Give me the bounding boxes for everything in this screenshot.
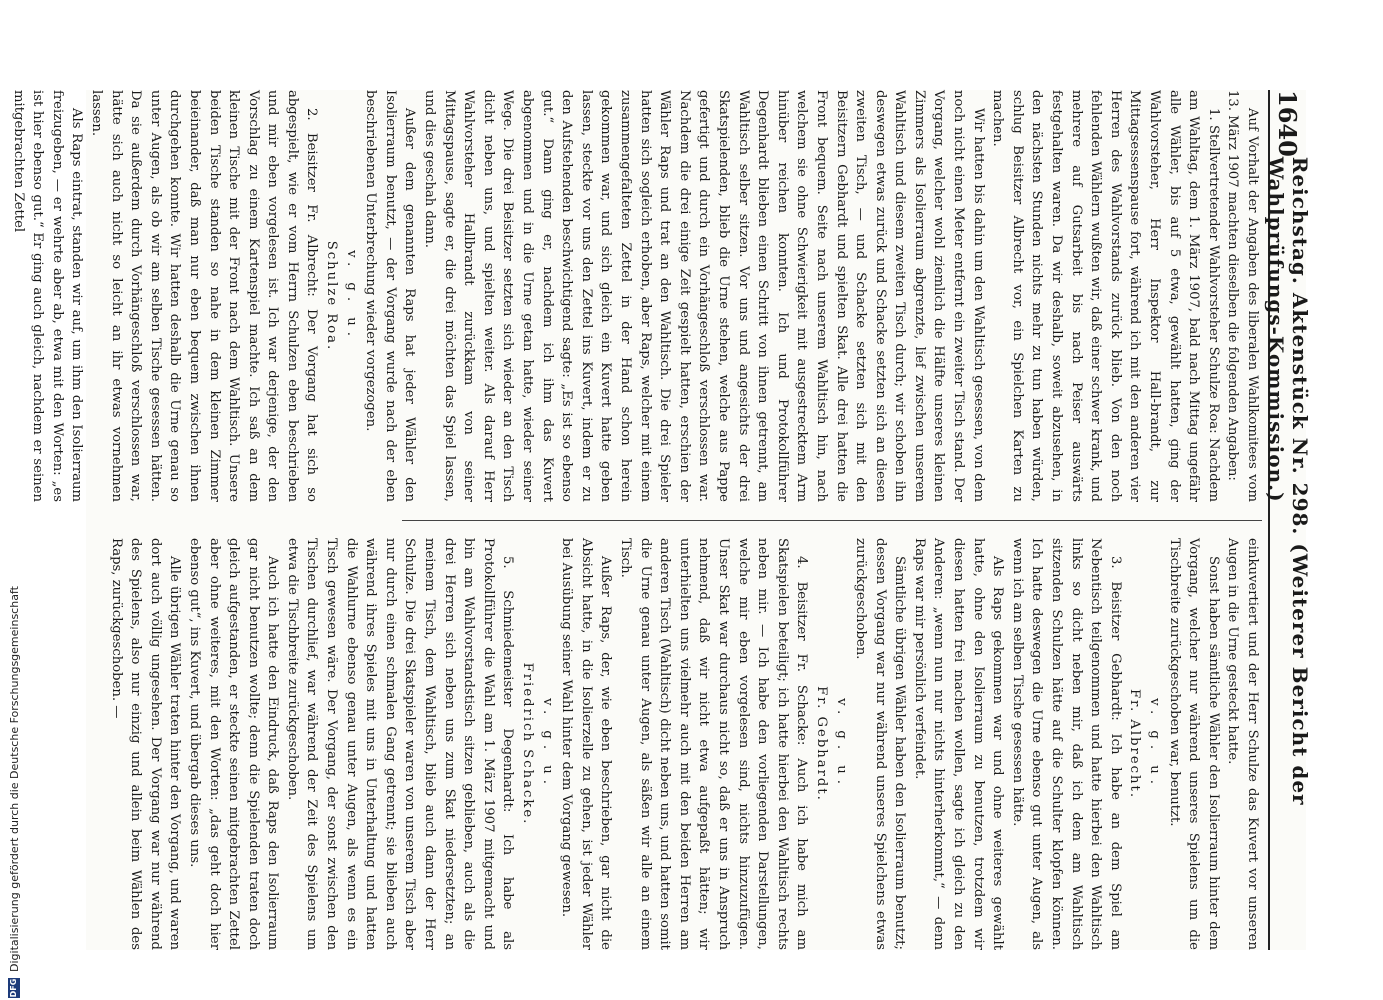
paragraph: Sonst haben sämtliche Wähler den Isolierraum hinter dem Vorgang, welcher nur während unseres Spielens um die Tischbreite zurückgeschoben war, benutzt. <box>1166 538 1221 950</box>
right-column <box>106 538 1262 950</box>
page-title: Reichstag. Aktenstück Nr. 298. (Weiterer Bericht der Wahlprüfungs-Kommission.) <box>1264 156 1312 806</box>
signature-vgu: v. g. u. <box>833 698 849 790</box>
paragraph: Als Raps gekommen war und ohne weiteres gewählt hatte, ohne den Isolierraum zu benutzen, trotzdem wir diesen hatten frei machen wollen, sagte ich gleich zu den Anderen: „wenn nun nur nichts hinterherkommt,“ — denn Raps war mir persönlich verfeindet. <box>911 538 1006 950</box>
page-header <box>1264 90 1312 950</box>
paragraph: Auf Vorhalt der Angaben des liberalen Wahlkomitees vom 13. März 1907 machten dieselben die folgenden Angaben: <box>1225 90 1260 502</box>
signature-vgu: v. g. u. <box>343 250 359 342</box>
paragraph: 2. Beisitzer Fr. Albrecht: Der Vorgang hat sich so abgespielt, wie er vom Herrn Schulzen eben beschrieben und mir eben vorgelesen ist. Ich war derjenige, der den Vorschlag zu einem Kartenspiel machte. Ich saß an dem kleinen Tische mit der Front nach dem Wahltisch. Unsere beiden Tische standen so nahe in dem kleinen Zimmer beieinander, daß man nur eben bequem zwischen ihnen durchgehen konnte. Wir hatten deshalb die Urne genau so unter Augen, als ob wir am selben Tische gesessen hätten. Da sie außerdem durch Vorhängeschloß verschlossen war, hätte sich auch nicht so leicht an ihr etwas vornehmen lassen. <box>88 90 320 502</box>
signature-vgu: v. g. u. <box>1147 698 1163 790</box>
digitization-credit <box>2 0 26 998</box>
signature-name: Schulze Roa. <box>324 240 340 352</box>
paragraph: 1. Stellvertretender Wahlvorsteher Schulze Roa: Nachdem am Wahltag, dem 1. März 1907, bald nach Mittag ungefähr alle Wähler, bis auf 5 etwa, gewählt hatten, ging der Wahlvorsteher, Herr Inspektor Hall-brandt, zur Mittagsessenspause fort, während ich mit den anderen vier Herren des Wahlvorstands zurück blieb. Von den noch fehlenden Wählern wußten wir, daß einer schwer krank, und mehrere auf Gutsarbeit bis nach Peiser auswärts festgehalten waren. Da wir deshalb, soweit abzusehen, in den nächsten Stunden nichts mehr zu tun haben würden, schlug Beisitzer Albrecht vor, ein Spielchen Karten zu machen. <box>990 90 1221 502</box>
paragraph: 3. Beisitzer Gebhardt: Ich habe an dem Spiel am Nebentisch teilgenommen und hatte hierbei den Wahltisch links so dicht neben mir, daß ich dem am Wahltisch sitzenden Schulzen hätte auf die Schulter klopfen können. Ich hatte deswegen die Urne ebenso gut unter Augen, als wenn ich am selben Tische gesessen hätte. <box>1009 538 1123 950</box>
paragraph: Wir hatten bis dahin um den Wahltisch gesessen, von dem noch nicht einen Meter entfernt ein zweiter Tisch stand. Der Vorgang, welcher wohl ziemlich die Hälfte unseres kleinen Zimmers als Isolierraum abgrenzte, lief zwischen unserem Wahltisch und diesem zweiten Tisch durch; wir schoben ihn deswegen etwas zurück und Schacke setzten sich an diesen zweiten Tisch, — und Schacke setzten sich mit den Beisitzern Gebhardt und spielten Skat. Alle drei hatten die Front bequem. Seite nach unserem Wahltisch hin, nach welchem sie ohne Schwierigkeit mit ausgestrecktem Arm hinüber reichen konnten. Ich und Protokollführer Degenhardt blieben einen Schritt von ihnen getrennt, am Wahltisch selber sitzen. Vor uns und angesichts der drei Skatspielenden, blieb die Urne stehen, welche aus Pappe gefertigt und durch ein Vorhängeschloß verschlossen war. Nachdem die drei einige Zeit gespielt hatten, erschien der Wähler Raps und trat an den Wahltisch. Die drei Spieler hatten sich sogleich erhoben, aber Raps, welcher mit einem zusammengefalteten Zettel in der Hand schon herein gekommen war, und sich gleich ein Kuvert hatte geben lassen, steckte vor uns den Zettel ins Kuvert, indem er zu den Aufstehenden beschwichtigend sagte: „Es ist so ebenso gut.“ Dann ging er, nachdem ich ihm das Kuvert abgenommen und in die Urne getan hatte, wieder seiner Wege. Die drei Beisitzer setzten sich wieder an den Tisch dicht neben uns, und spielten weiter. Als darauf Herr Wahlvorsteher Hallbrandt zurückkam von seiner Mittagspause, sagte er, die drei möchten das Spiel lassen, und dies geschah dann. <box>422 90 986 502</box>
signature-name: Fr. Gebhardt. <box>813 686 829 802</box>
dfg-logo: DFG <box>9 978 18 998</box>
paragraph: Als Raps eintrat, standen wir auf, um ihm den Isolierraum freizugeben, — er wehrte aber ab, etwa mit den Worten: „es ist hier ebenso gut.“ Er ging auch gleich, nachdem er seinen mitgebrachten Zettel <box>10 90 85 502</box>
paragraph: einkuvertiert und der Herr Schulze das Kuvert vor unseren Augen in die Urne gesteckt hatte. <box>1225 538 1260 950</box>
paragraph: 4. Beisitzer Fr. Schacke: Auch ich habe mich am Skatspielen beteiligt; ich hatte hierbei den Wahltisch rechts neben mir. — Ich habe den vorliegenden Darstellungen, welche mir eben vorgelesen sind, nichts hinzuzufügen. Unser Skat war durchaus nicht so, daß er uns in Anspruch nehmend, daß wir nicht etwa aufgepaßt hätten; wir unterhielten uns vielmehr auch mit den beiden Herren am anderen Tisch (Wahltisch) dicht neben uns, und hatten somit die Urne genau unter Augen, als säßen wir alle an einem Tisch. <box>618 538 810 950</box>
signature-vgu: v. g. u. <box>539 698 555 790</box>
credit-text: Digitalisierung gefördert durch die Deutsche Forschungsgemeinschaft <box>7 586 21 972</box>
paragraph: Sämtliche übrigen Wähler haben den Isolierraum benutzt; dessen Vorgang war nur während unseres Spielchens etwas zurückgeschoben. <box>853 538 908 950</box>
paragraph: 5. Schmiedemeister Degenhardt: Ich habe als Protokollführer die Wahl am 1. März 1907 mitgemacht und bin am Wahlvorstandstisch sitzen geblieben, auch als die drei Herren sich neben uns zum Skat niedersetzten; an meinem Tisch, dem Wahltisch, blieb auch dann der Herr Schulze. Die drei Skatspieler waren von unserem Tisch aber nur durch einen schmalen Gang getrennt; sie blieben auch während ihres Spieles mit uns in Unterhaltung und hatten die Wahlurne ebenso genau unter Augen, als wenn es ein Tisch gewesen wäre. Der Vorgang, der sonst zwischen den Tischen durchlief, war während der Zeit des Spielens um etwa die Tischbreite zurückgeschoben. <box>284 538 516 950</box>
paragraph: Alle übrigen Wähler traten hinter den Vorgang, und waren dort auch völlig ungesehen. Der Vorgang war nur während des Spielens, also nur einzig und allein beim Wählen des Raps, zurückgeschoben. — <box>108 538 183 950</box>
signature-name: Friedrich Schacke. <box>520 662 536 826</box>
paragraph: Außer Raps, der, wie eben beschrieben, gar nicht die Absicht hatte, in die Isolierzelle zu gehen, ist jeder Wähler bei Ausübung seiner Wahl hinter dem Vorgang gewesen. <box>559 538 614 950</box>
paragraph: Auch ich hatte den Eindruck, daß Raps den Isolierraum gar nicht benutzen wollte; denn die Spielenden traten doch gleich aufgestanden, er steckte seinen mitgebrachten Zettel aber ohne weiteres, mit den Worten: „das geht doch hier ebenso gut“, ins Kuvert, und übergab dieses uns. <box>186 538 281 950</box>
column-divider <box>402 520 1262 521</box>
signature-name: Fr. Albrecht. <box>1127 688 1143 800</box>
left-column <box>8 90 1262 502</box>
page-number: 1640 <box>1273 90 1303 157</box>
paragraph: Außer dem genannten Raps hat jeder Wähler den Isolierraum benutzt, — der Vorgang wurde nach der eben beschriebenen Unterbrechung wieder vorgezogen. <box>363 90 418 502</box>
